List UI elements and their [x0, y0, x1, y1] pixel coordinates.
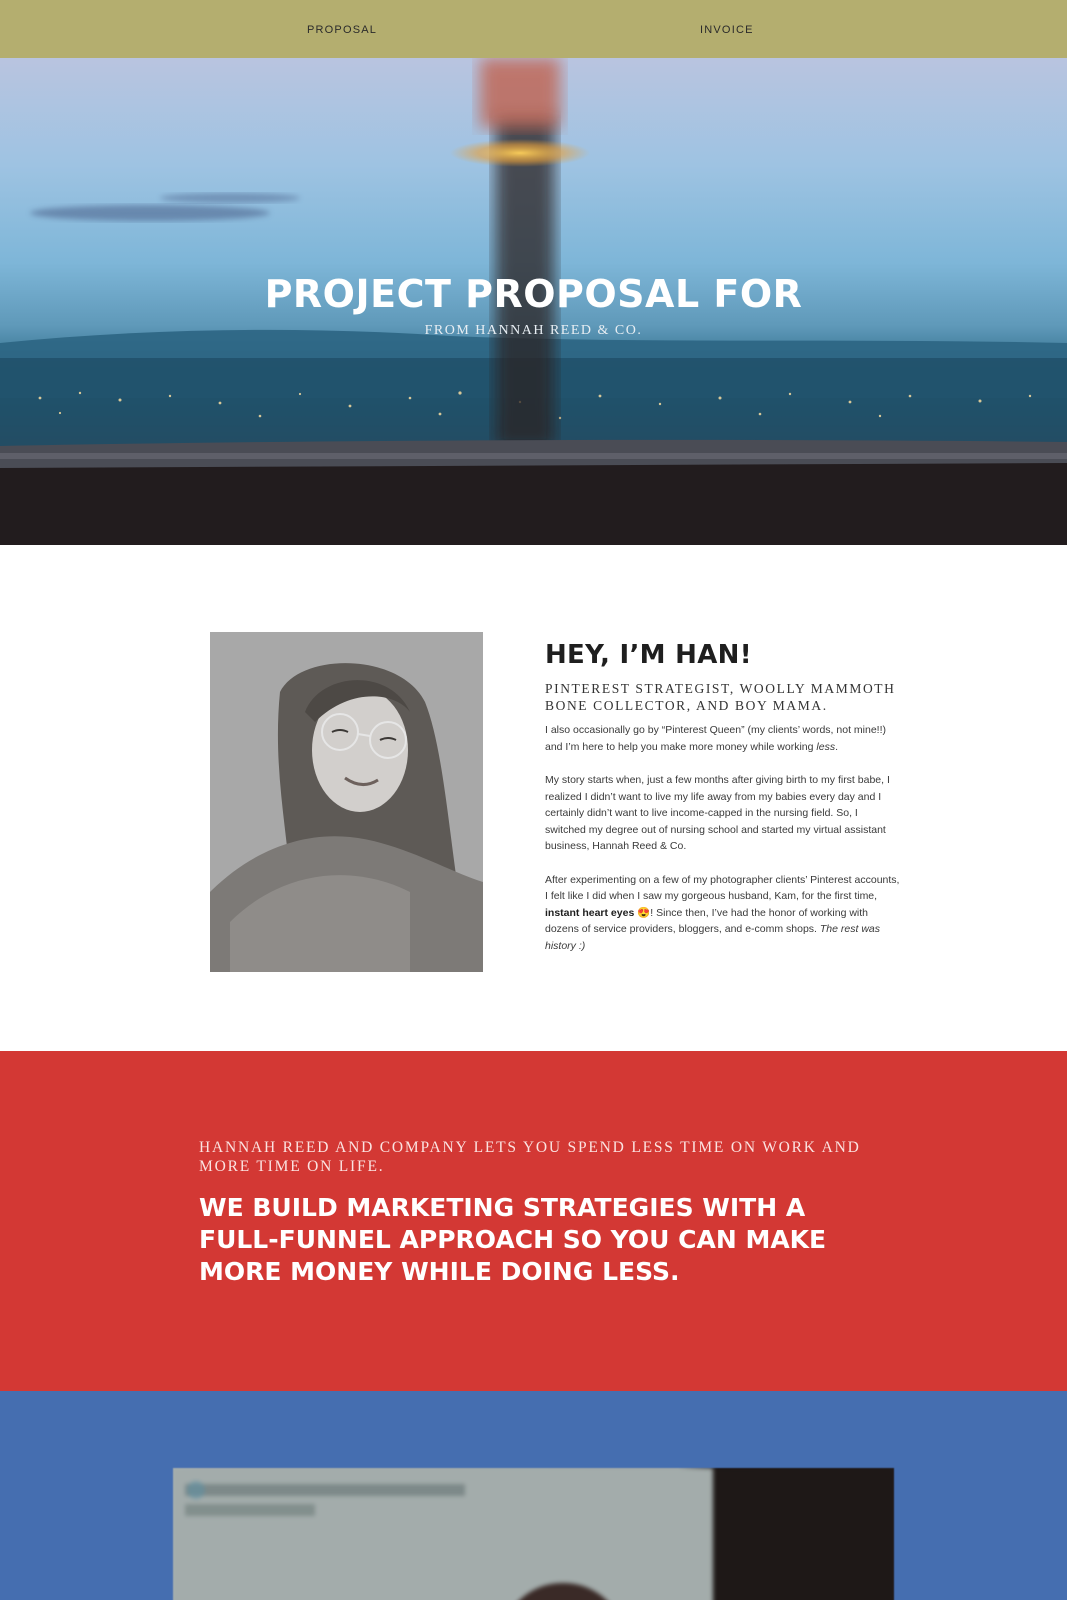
portrait-illustration [210, 632, 483, 972]
about-section [0, 545, 1067, 1051]
portrait-photo [210, 632, 483, 972]
nav-link-invoice[interactable]: INVOICE [700, 24, 754, 36]
nav-link-proposal[interactable]: PROPOSAL [307, 24, 378, 36]
hero-title: PROJECT PROPOSAL FOR [264, 272, 803, 316]
hero-subtitle: FROM HANNAH REED & CO. [424, 323, 643, 338]
about-text-block [545, 640, 900, 954]
about-heading: HEY, I’M HAN! [545, 640, 752, 670]
value-heading: WE BUILD MARKETING STRATEGIES WITH A FULL-FUNNEL APPROACH SO YOU CAN MAKE MORE MONEY WHILE DOING LESS. [199, 1193, 827, 1286]
preview-image-graphic [173, 1468, 894, 1600]
blurred-preview-image [173, 1468, 894, 1600]
value-proposition-section [0, 1051, 1067, 1391]
about-tagline: PINTEREST STRATEGIST, WOOLLY MAMMOTH BONE COLLECTOR, AND BOY MAMA. [545, 681, 896, 713]
about-paragraph-1: I also occasionally go by “Pinterest Queen” (my clients’ words, not mine!!) and I’m here to help you make more money while working less. [545, 724, 886, 753]
hero-banner [0, 58, 1067, 545]
heart-eyes-emoji-icon: 😍 [634, 906, 651, 919]
highlight-text: instant heart eyes [545, 906, 635, 919]
value-subheading: HANNAH REED AND COMPANY LETS YOU SPEND LESS TIME ON WORK AND MORE TIME ON LIFE. [199, 1139, 861, 1175]
about-paragraph-3: After experimenting on a few of my photographer clients’ Pinterest accounts, I felt like I did when I saw my gorgeous husband, Kam, for the first time, instant heart eyes 😍! Since then, I’ve had the honor of working with dozens of service providers, bloggers, and e-comm shops. The rest was history :) [545, 873, 900, 952]
top-nav [0, 0, 1067, 58]
blue-section [0, 1391, 1067, 1600]
about-paragraph-2: My story starts when, just a few months after giving birth to my first babe, I realized I didn’t want to live my life away from my babies every day and I certainly didn’t want to live income-capped in the nursing field. So, I switched my degree out of nursing school and started my virtual assistant business, Hannah Reed & Co. [545, 774, 890, 852]
